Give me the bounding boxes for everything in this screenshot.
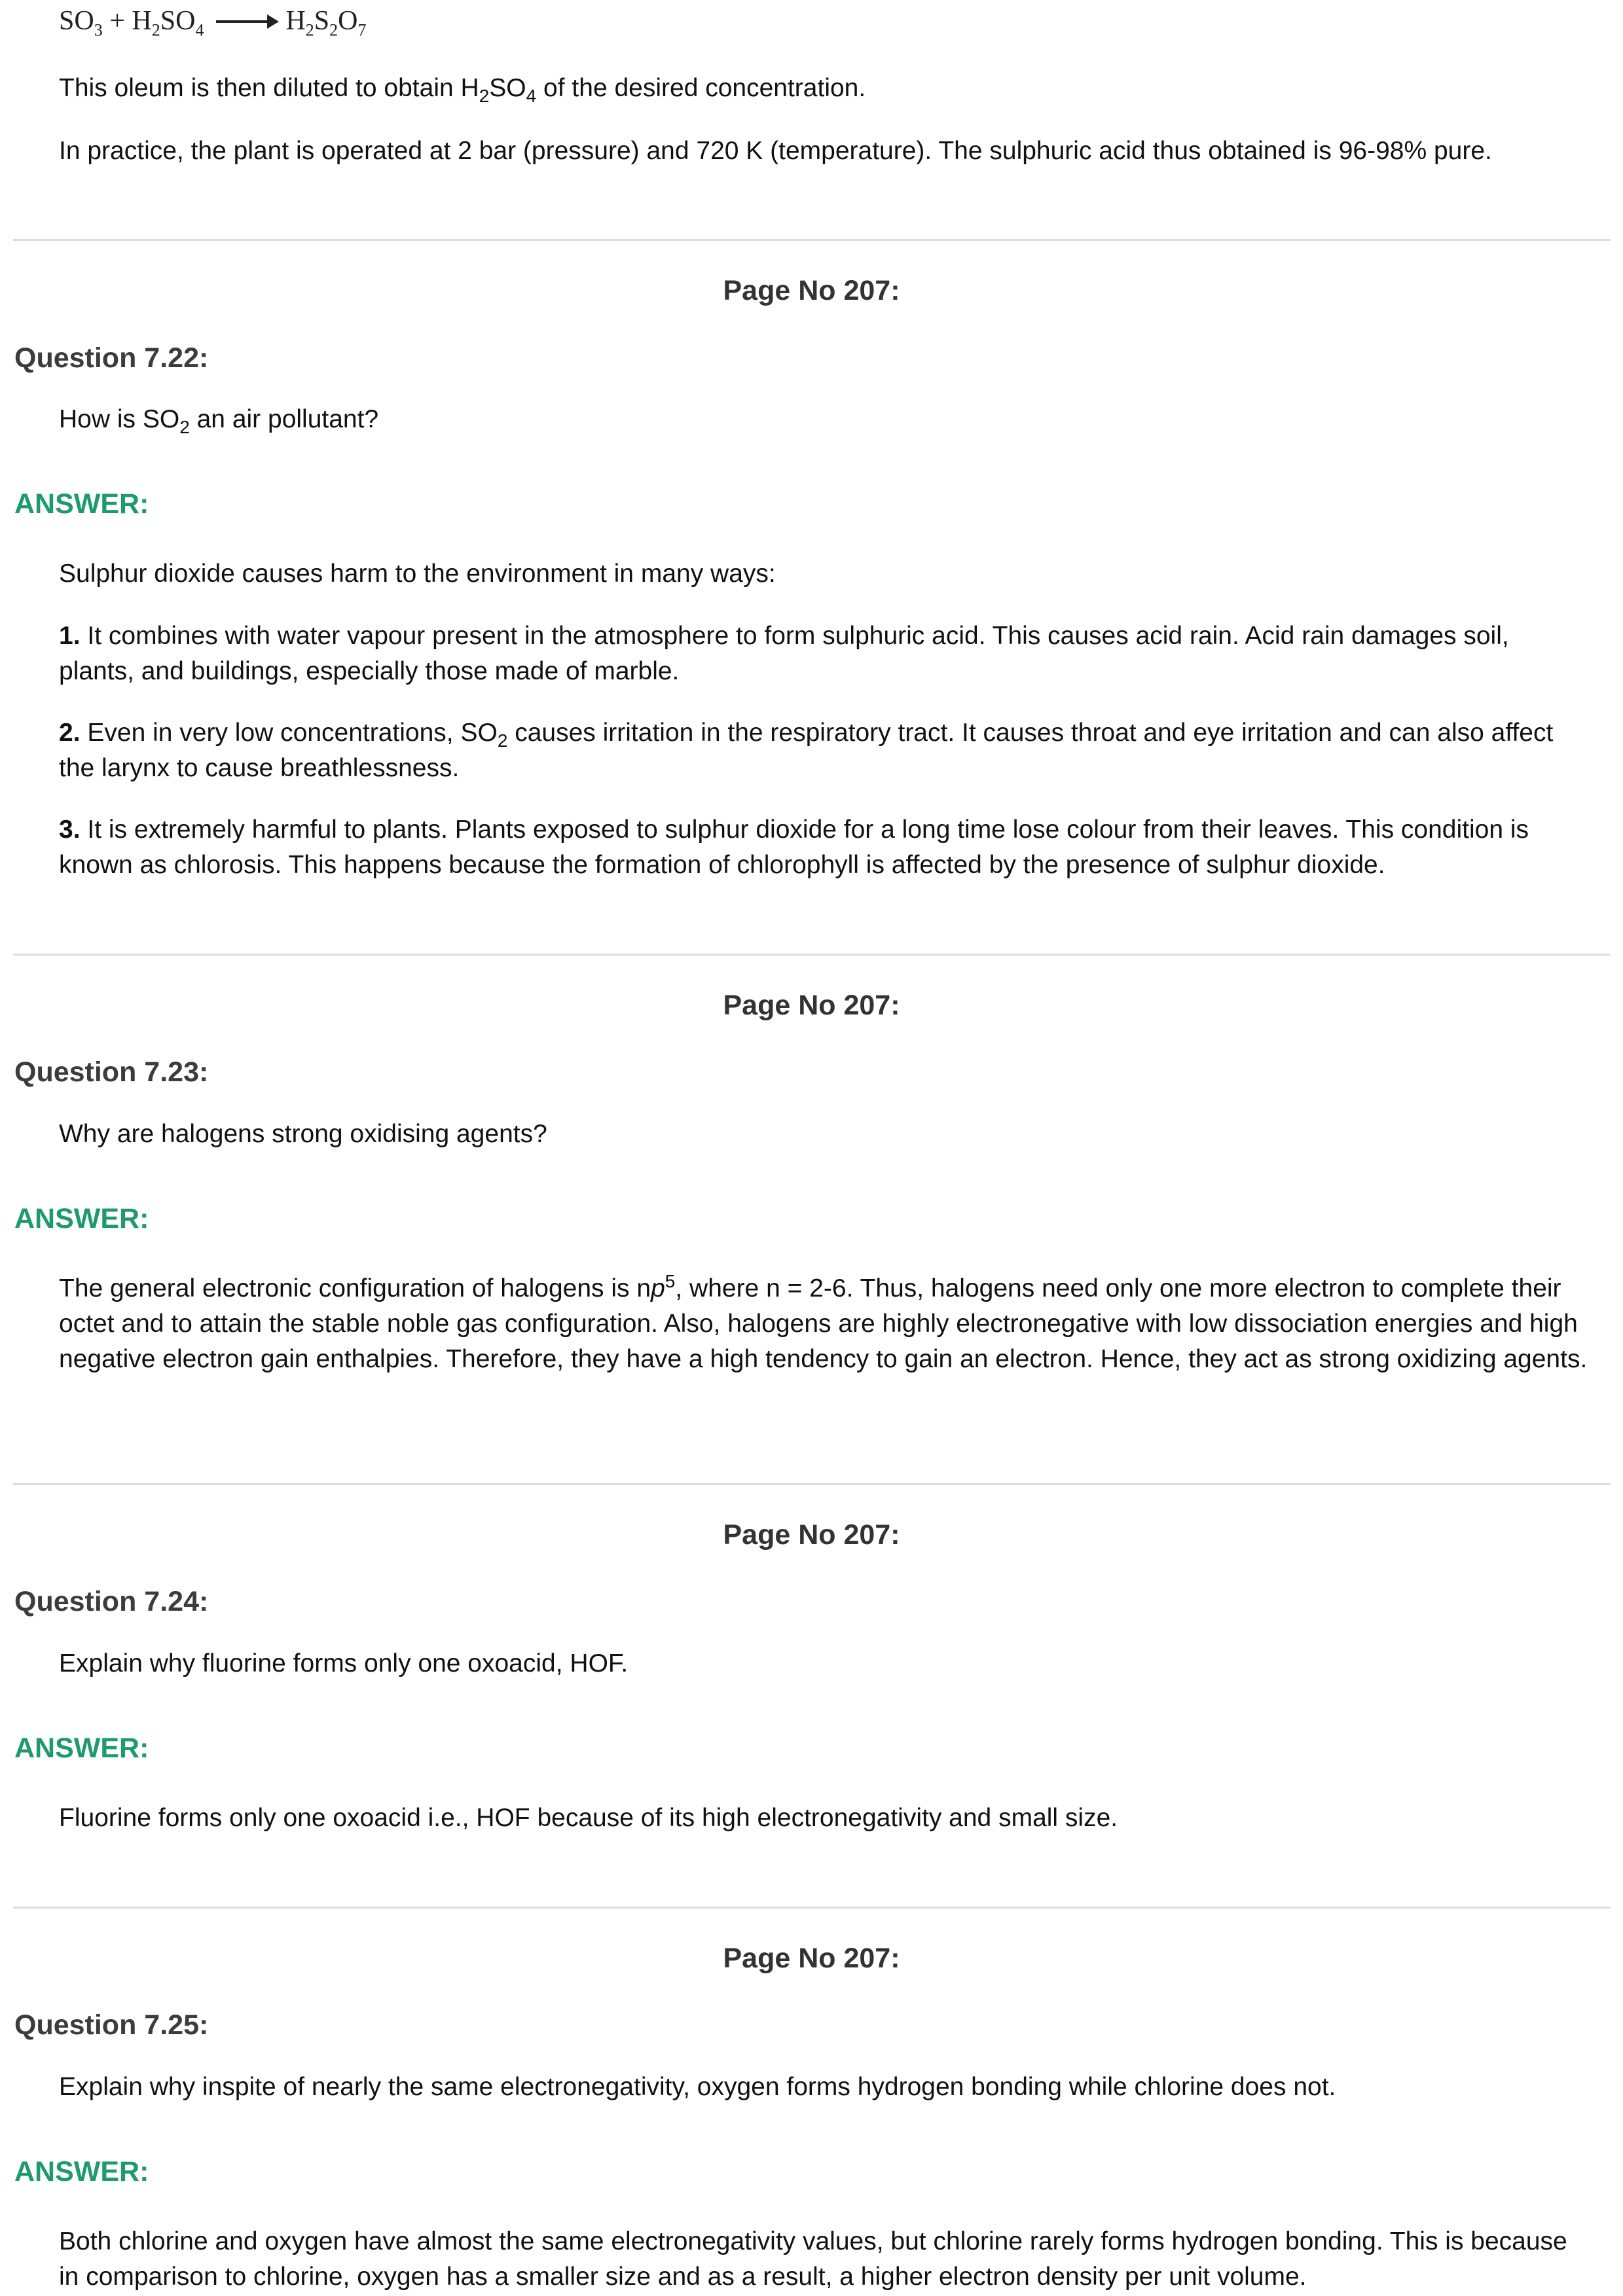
page-number-heading: Page No 207: <box>723 1943 900 1974</box>
answer-label: ANSWER: <box>14 2156 149 2187</box>
section-divider <box>13 1907 1611 1909</box>
paragraph-oleum-dilution: This oleum is then diluted to obtain $H_2SO_4$ of the desired concentration. <box>59 74 866 106</box>
answer-text: The general electronic configuration of halogens is $np^5$, where n = 2-6. Thus, halogens need only one more electron to complete their octet and to attain the stable noble gas configuration. Also, halogens are highly electronegative with low dissociation energies and high negative electron gain enthalpies. Therefore, they have a high tendency to gain an electron. Hence, they act as strong oxidizing agents. <box>59 1271 1588 1373</box>
answer-text: Both chlorine and oxygen have almost the same electronegativity values, but chlorine rarely forms hydrogen bonding. This is because in comparison to chlorine, oxygen has a smaller size and as a result, a higher electron density per unit volume. <box>59 2227 1567 2291</box>
question-label: Question 7.23: <box>14 1056 209 1088</box>
answer-label: ANSWER: <box>14 488 149 520</box>
question-text: Explain why fluorine forms only one oxoacid, HOF. <box>59 1649 629 1677</box>
question-label: Question 7.22: <box>14 342 209 374</box>
answer-label: ANSWER: <box>14 1203 149 1234</box>
page-number-heading: Page No 207: <box>723 990 900 1021</box>
reaction-arrow-icon <box>216 20 276 23</box>
section-divider <box>13 1483 1611 1485</box>
answer-intro: Sulphur dioxide causes harm to the environment in many ways: <box>59 560 776 588</box>
answer-text: Fluorine forms only one oxoacid i.e., HOF because of its high electronegativity and small size. <box>59 1804 1118 1832</box>
answer-point-3: 3. It is extremely harmful to plants. Plants exposed to sulphur dioxide for a long time lose colour from their leaves. This condition is known as chlorosis. This happens because the formation of chlorophyll is affected by the presence of sulphur dioxide. <box>59 816 1529 879</box>
question-label: Question 7.25: <box>14 2009 209 2041</box>
answer-label: ANSWER: <box>14 1732 149 1764</box>
paragraph-plant-conditions: In practice, the plant is operated at 2 bar (pressure) and 720 K (temperature). The sulphuric acid thus obtained is 96-98% pure. <box>59 137 1492 165</box>
answer-point-1: 1. It combines with water vapour present in the atmosphere to form sulphuric acid. This causes acid rain. Acid rain damages soil, plants, and buildings, especially those made of marble. <box>59 622 1509 685</box>
section-divider <box>13 954 1611 956</box>
page-number-heading: Page No 207: <box>723 1519 900 1551</box>
page-number-heading: Page No 207: <box>723 275 900 306</box>
question-text: Explain why inspite of nearly the same electronegativity, oxygen forms hydrogen bonding while chlorine does not. <box>59 2073 1336 2101</box>
oleum-equation: $SO_3 + H_2SO_4$ $H_2S_2O_7$ <box>59 6 367 40</box>
section-divider <box>13 239 1611 241</box>
answer-point-2: 2. Even in very low concentrations, $SO_2$ causes irritation in the respiratory tract. It causes throat and eye irritation and can also affect the larynx to cause breathlessness. <box>59 719 1554 782</box>
question-label: Question 7.24: <box>14 1586 209 1617</box>
question-text: How is $SO_2$ an air pollutant? <box>59 405 379 437</box>
question-text: Why are halogens strong oxidising agents? <box>59 1120 547 1148</box>
